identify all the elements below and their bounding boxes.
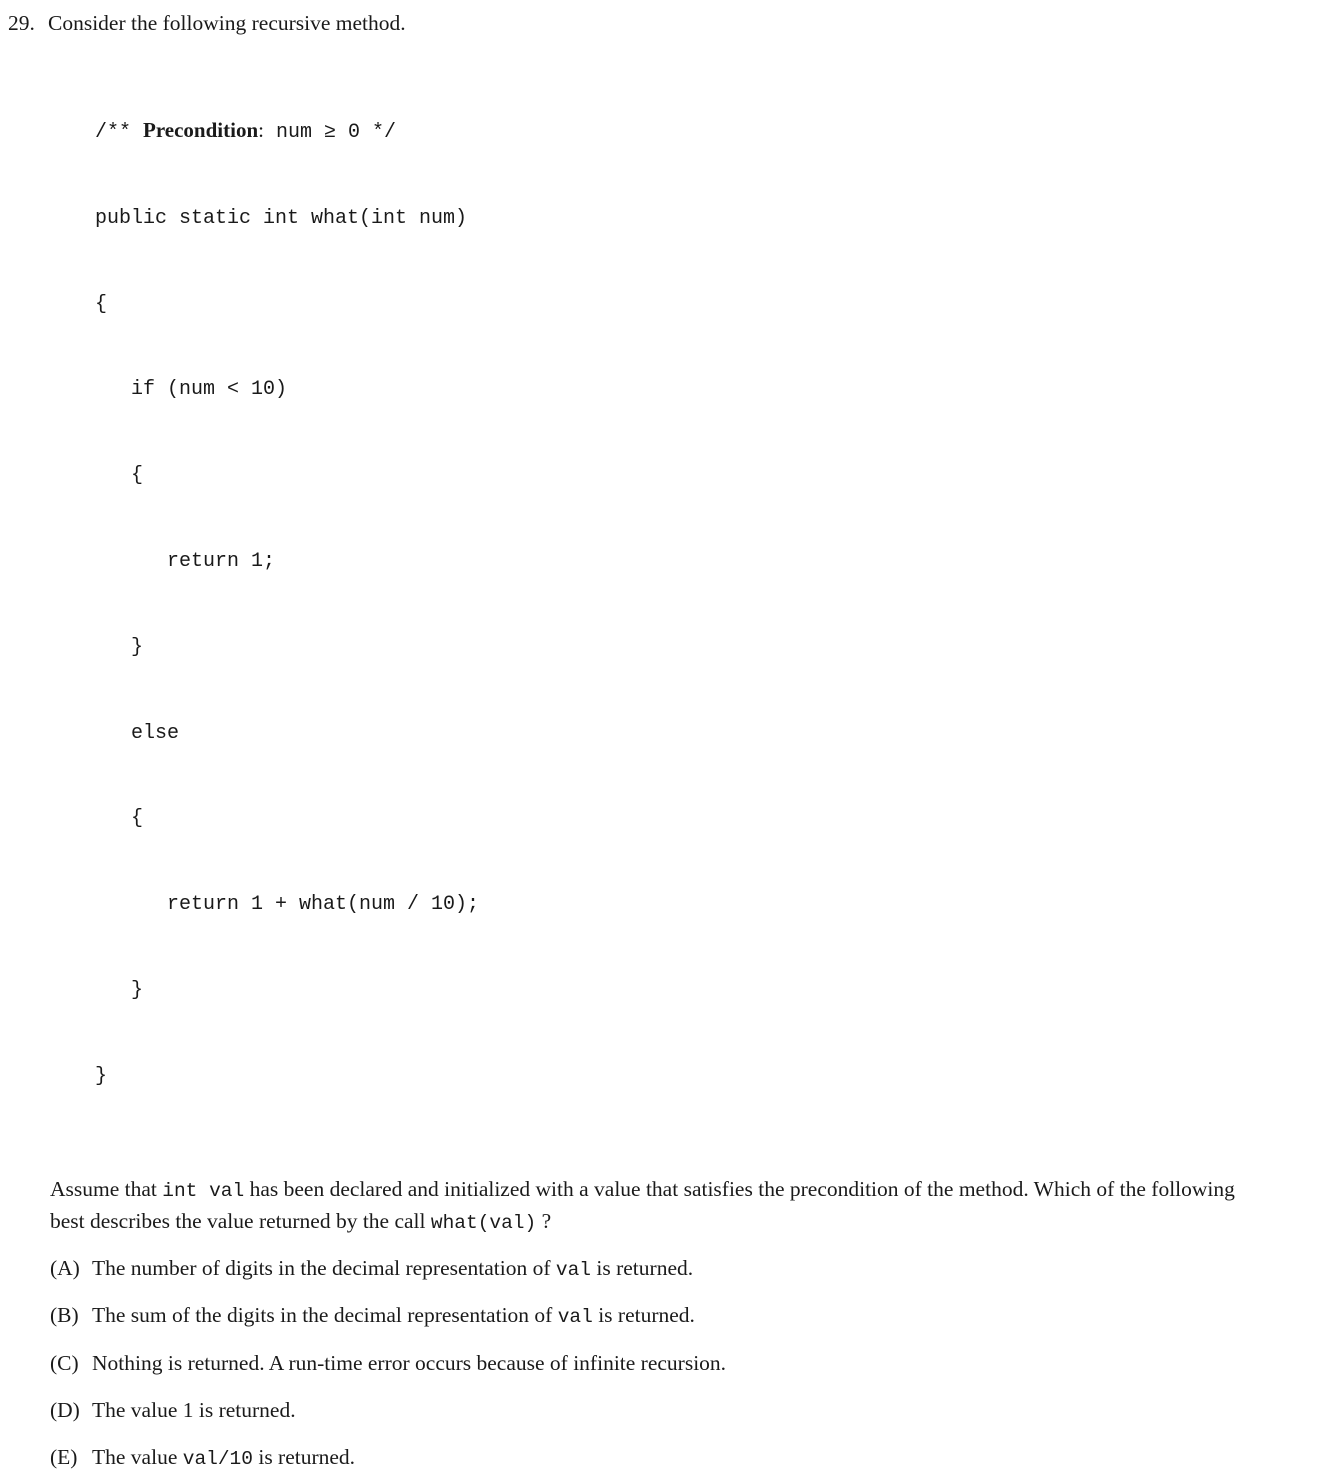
code-line: { xyxy=(95,292,108,316)
body-text-2: has been declared and initialized with a value that satisfies the precondition of the xyxy=(244,1177,954,1202)
body-text-4: ? xyxy=(536,1208,552,1233)
choice-part: is returned. xyxy=(252,1444,356,1469)
choice-text xyxy=(92,1350,1323,1378)
choice-d[interactable] xyxy=(50,1397,1323,1425)
choice-c[interactable] xyxy=(50,1350,1323,1378)
choice-part-code: val/10 xyxy=(182,1447,253,1470)
code-line: { xyxy=(95,464,144,488)
comment-prefix: /** xyxy=(95,121,144,145)
choice-part: is returned. xyxy=(591,1255,694,1280)
choice-part: Nothing is returned. A run-time error occurs because of infinite recursion. xyxy=(92,1350,727,1375)
choice-letter: (A) xyxy=(50,1255,80,1280)
choice-e[interactable] xyxy=(50,1444,1323,1472)
choice-a[interactable] xyxy=(50,1255,1323,1283)
choice-text xyxy=(92,1444,1323,1472)
choice-part: is returned. xyxy=(592,1303,695,1328)
code-line: public static int what(int num) xyxy=(95,206,468,230)
choice-text xyxy=(92,1302,1323,1330)
choice-letter: (C) xyxy=(50,1350,79,1375)
comment-label: Precondition xyxy=(143,118,259,143)
choice-text xyxy=(92,1397,1323,1425)
choice-letter: (B) xyxy=(50,1303,79,1328)
question-number: 29. xyxy=(8,11,35,35)
question-body xyxy=(50,1174,1250,1237)
answer-choices xyxy=(50,1255,1323,1472)
choice-part: The value 1 is returned. xyxy=(92,1397,296,1422)
code-line: { xyxy=(95,807,144,831)
question-prompt: Consider the following recursive method. xyxy=(48,11,406,35)
question-header xyxy=(0,0,1323,37)
comment-rest: num ≥ 0 */ xyxy=(263,121,397,145)
choice-part: The value xyxy=(92,1444,183,1469)
code-line: if (num < 10) xyxy=(95,378,288,402)
code-line: } xyxy=(95,635,144,659)
choice-part: The number of digits in the decimal representation of xyxy=(92,1255,556,1280)
choice-part: The sum of the digits in the decimal representation of xyxy=(92,1303,558,1328)
body-code-2: what(val) xyxy=(430,1211,537,1234)
body-code-1: int val xyxy=(162,1180,245,1203)
choice-letter: (E) xyxy=(50,1444,78,1469)
choice-letter: (D) xyxy=(50,1397,80,1422)
body-text-1: Assume that xyxy=(50,1177,163,1202)
code-line: } xyxy=(95,1064,108,1088)
code-line: } xyxy=(95,978,144,1002)
body-text-3: method. Which of the following best describes the value returned by the call xyxy=(50,1177,1235,1233)
choice-part-code: val xyxy=(557,1306,593,1329)
code-line: else xyxy=(95,721,180,745)
code-comment-line xyxy=(95,116,1323,148)
choice-part-code: val xyxy=(555,1258,592,1281)
code-line: return 1; xyxy=(95,549,276,573)
comment-rest-serif: : xyxy=(258,118,264,143)
code-line: return 1 + what(num / 10); xyxy=(95,893,480,917)
code-listing xyxy=(95,59,1323,1149)
choice-text xyxy=(92,1255,1323,1283)
choice-b[interactable] xyxy=(50,1302,1323,1330)
